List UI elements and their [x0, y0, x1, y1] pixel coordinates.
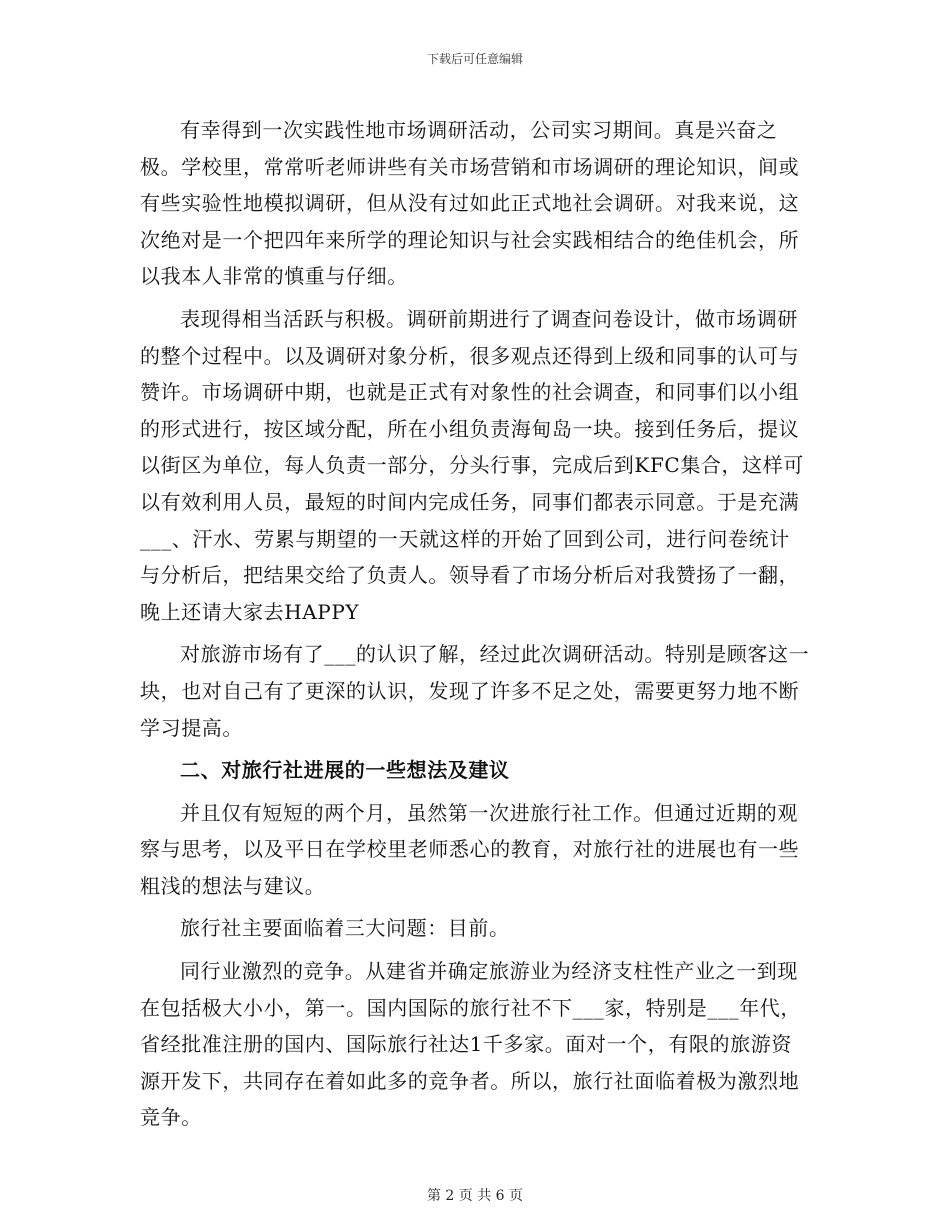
page-footer: 第 2 页 共 6 页 — [426, 1188, 524, 1204]
section-heading: 二、对旅行社进展的一些想法及建议 — [180, 758, 510, 783]
page-header: 下载后可任意编辑 — [426, 52, 523, 66]
paragraph: 旅行社主要面临着三大问题：目前。 — [180, 916, 510, 941]
paragraph: 有幸得到一次实践性地市场调研活动，公司实习期间。真是兴奋之极。学校里，常常听老师讲些有关市场营销和市场调研的理论知识，间或有些实验性地模拟调研，但从没有过如此正式地社会调研。对我来说，这次绝对是一个把四年来所学的理论知识与社会实践相结合的绝佳机会，所以我本人非常的慎重与仔细。 — [140, 118, 800, 289]
paragraph: 同行业激烈的竞争。从建省并确定旅游业为经济支柱性产业之一到现在包括极大小小，第一。国内国际的旅行社不下___家，特别是___年代，省经批准注册的国内、国际旅行社达1千多家。面对一个，有限的旅游资源开发下，共同存在着如此多的竞争者。所以，旅行社面临着极为激烈地竞争。 — [140, 959, 801, 1130]
paragraph: 表现得相当活跃与积极。调研前期进行了调查问卷设计，做市场调研的整个过程中。以及调研对象分析，很多观点还得到上级和同事的认可与赞许。市场调研中期，也就是正式有对象性的社会调查，和同事们以小组的形式进行，按区域分配，所在小组负责海甸岛一块。接到任务后，提议以街区为单位，每人负责一部分，分头行事，完成后到KFC集合，这样可以有效利用人员，最短的时间内完成任务，同事们都表示同意。于是充满___、汗水、劳累与期望的一天就这样的开始了回到公司，进行问卷统计与分析后，把结果交给了负责人。领导看了市场分析后对我赞扬了一翻，晚上还请大家去HAPPY — [140, 306, 804, 624]
document-body — [140, 112, 810, 1142]
paragraph: 并且仅有短短的两个月，虽然第一次进旅行社工作。但通过近期的观察与思考，以及平日在学校里老师悉心的教育，对旅行社的进展也有一些粗浅的想法与建议。 — [140, 800, 800, 898]
paragraph: 对旅游市场有了___的认识了解，经过此次调研活动。特别是顾客这一块，也对自己有了更深的认识，发现了许多不足之处，需要更努力地不断学习提高。 — [140, 642, 810, 740]
